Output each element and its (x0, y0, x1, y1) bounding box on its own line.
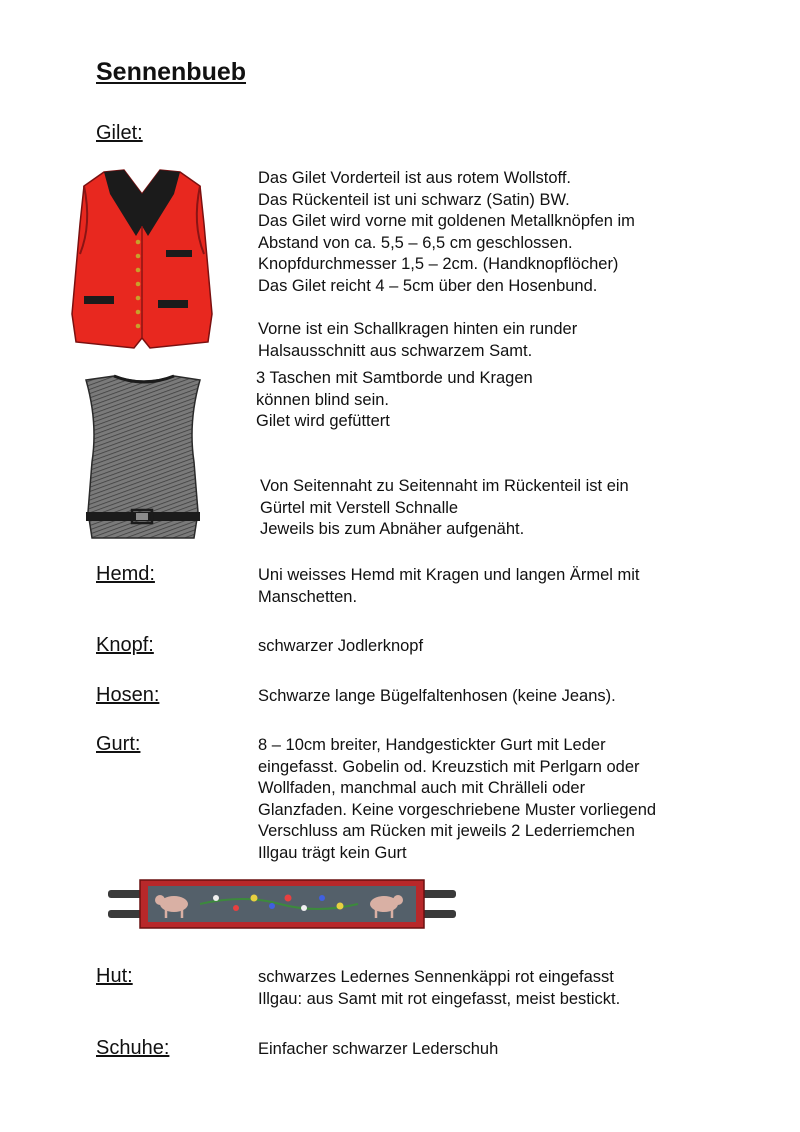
hut-description (258, 967, 620, 1010)
text-line: Das Rückenteil ist uni schwarz (Satin) BW. (258, 190, 570, 209)
gilet-description-pockets (256, 368, 533, 433)
text-line: Manschetten. (258, 587, 358, 606)
heading-hosen: Hosen: (96, 684, 160, 706)
hosen-description (258, 686, 616, 708)
text-line: Schwarze lange Bügelfaltenhosen (keine Jeans). (258, 687, 616, 705)
heading-knopf: Knopf: (96, 634, 154, 656)
text-line: können blind sein. (256, 390, 390, 409)
text-line: Illgau: aus Samt mit rot eingefasst, meist bestickt. (258, 989, 621, 1008)
text-line: Wollfaden, manchmal auch mit Chrälleli oder (258, 779, 586, 798)
schuhe-description (258, 1039, 498, 1061)
text-line: Vorne ist ein Schallkragen hinten ein runder (258, 320, 578, 338)
knopf-description (258, 636, 423, 658)
text-line: Jeweils bis zum Abnäher aufgenäht. (260, 520, 525, 539)
heading-hemd: Hemd: (96, 563, 155, 585)
text-line: 3 Taschen mit Samtborde und Kragen (256, 369, 533, 387)
text-line: Das Gilet reicht 4 – 5cm über den Hosenbund. (258, 276, 598, 295)
text-line: eingefasst. Gobelin od. Kreuzstich mit Perlgarn oder (258, 757, 640, 776)
text-line: Abstand von ca. 5,5 – 6,5 cm geschlossen. (258, 233, 573, 252)
text-line: schwarzer Jodlerknopf (258, 637, 424, 655)
gurt-description (258, 735, 656, 865)
text-line: Glanzfaden. Keine vorgeschriebene Muster vorliegend (258, 800, 657, 819)
hemd-description (258, 565, 640, 608)
gilet-description-collar (258, 319, 577, 362)
text-line: Das Gilet Vorderteil ist aus rotem Wollstoff. (258, 169, 572, 187)
heading-hut: Hut: (96, 965, 133, 987)
text-line: Einfacher schwarzer Lederschuh (258, 1040, 499, 1058)
text-line: Knopfdurchmesser 1,5 – 2cm. (Handknopflöcher) (258, 255, 619, 274)
text-line: Das Gilet wird vorne mit goldenen Metallknöpfen im (258, 212, 635, 231)
text-line: Gürtel mit Verstell Schnalle (260, 498, 459, 517)
gilet-description-belt (260, 476, 629, 541)
heading-gurt: Gurt: (96, 733, 141, 755)
belt-illustration (104, 876, 460, 932)
gilet-description-material (258, 168, 635, 298)
text-line: Verschluss am Rücken mit jeweils 2 Lederriemchen (258, 822, 635, 841)
text-line: Halsausschnitt aus schwarzem Samt. (258, 341, 533, 360)
text-line: Gilet wird gefüttert (256, 412, 390, 431)
page-title: Sennenbueb (96, 58, 247, 86)
heading-schuhe: Schuhe: (96, 1037, 170, 1059)
heading-gilet: Gilet: (96, 122, 143, 144)
text-line: schwarzes Ledernes Sennenkäppi rot eingefasst (258, 968, 614, 986)
text-line: Uni weisses Hemd mit Kragen und langen Ärmel mit (258, 566, 640, 584)
text-line: Von Seitennaht zu Seitennaht im Rückenteil ist ein (260, 477, 629, 495)
text-line: 8 – 10cm breiter, Handgestickter Gurt mit Leder (258, 736, 606, 754)
text-line: Illgau trägt kein Gurt (258, 843, 407, 862)
vest-back-illustration (66, 372, 222, 550)
vest-front-illustration (62, 164, 222, 354)
